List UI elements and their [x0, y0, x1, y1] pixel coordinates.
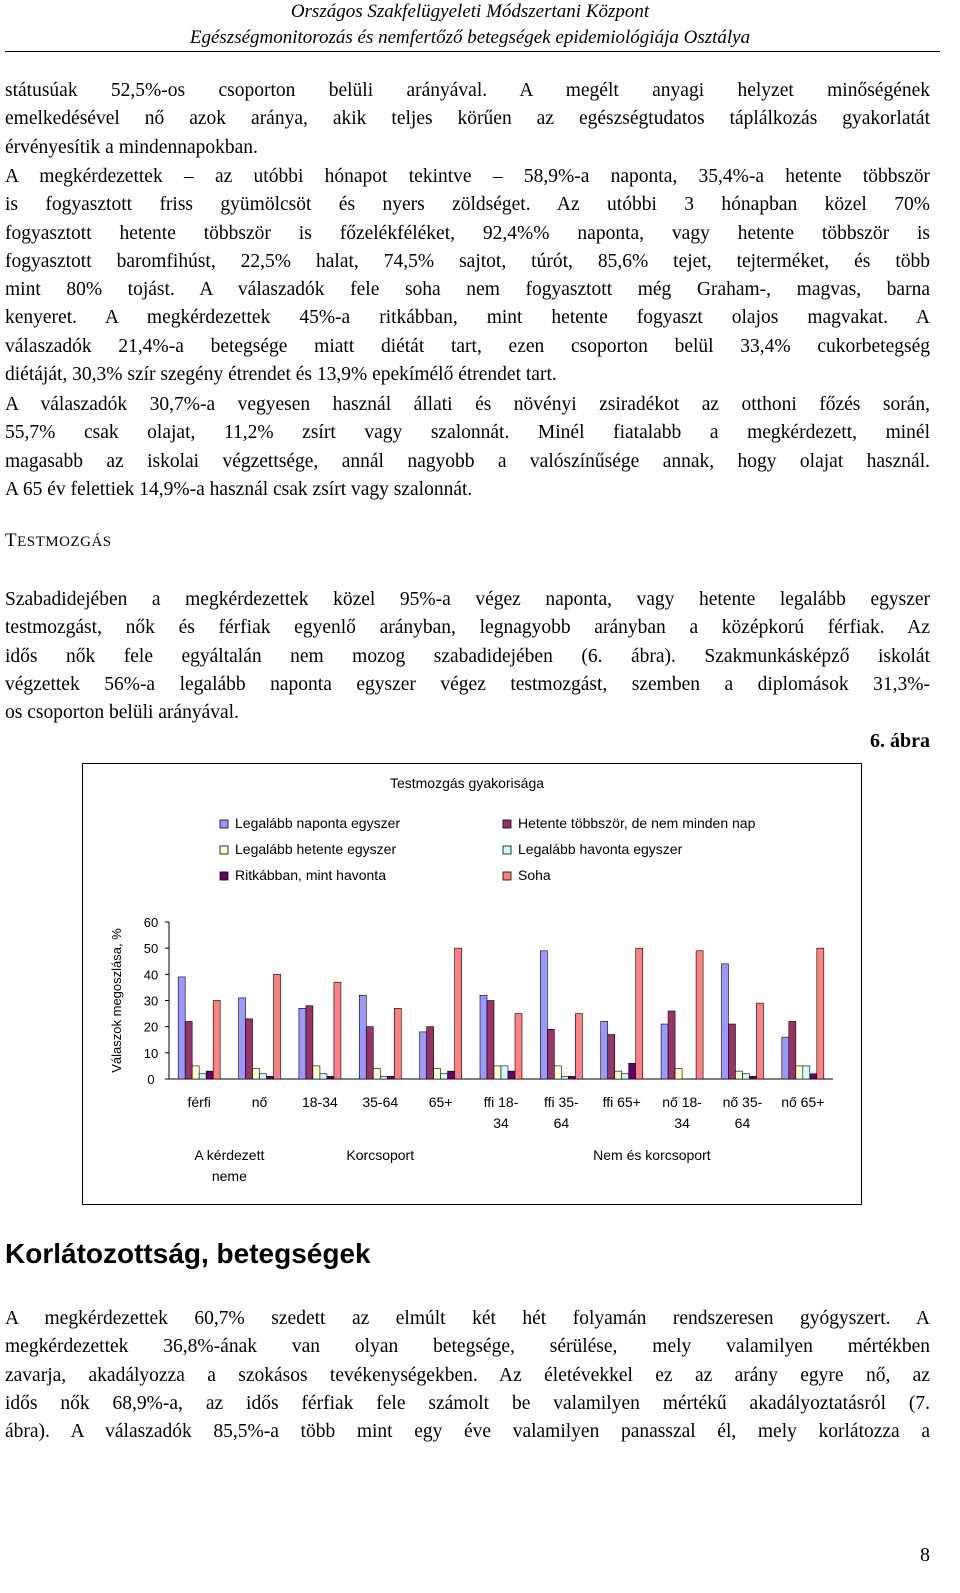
y-axis-label: Válaszok megoszlása, % — [109, 928, 124, 1073]
section-heading-korlatozottsag: Korlátozottság, betegségek — [5, 1238, 371, 1269]
legend-swatch — [503, 872, 511, 880]
bar — [629, 1063, 636, 1079]
y-tick-label: 10 — [143, 1045, 159, 1061]
bar — [601, 1021, 608, 1079]
bar — [427, 1027, 434, 1079]
bar — [675, 1069, 682, 1079]
legend-swatch — [220, 820, 228, 828]
x-tick-label: 64 — [553, 1115, 570, 1131]
text-line: ábra). A válaszadók 85,5%-a több mint egy éve valamilyen panasszal él, mely korlátozza a — [5, 1421, 930, 1443]
bar — [199, 1074, 206, 1079]
bar — [796, 1066, 803, 1079]
bar — [501, 1066, 508, 1079]
x-tick-label: 65+ — [428, 1094, 453, 1110]
legend-entry: Legalább havonta egyszer — [518, 841, 683, 857]
bar — [721, 964, 728, 1079]
bar — [420, 1032, 427, 1079]
bar — [554, 1066, 561, 1079]
header-rule — [5, 51, 940, 52]
text-line: mint 80% tojást. A válaszadók fele soha nem fogyasztott még Graham-, magvas, barna — [5, 279, 930, 301]
x-tick-label: 18-34 — [302, 1094, 338, 1110]
bar — [696, 951, 703, 1079]
bar — [608, 1035, 615, 1079]
bar — [448, 1071, 455, 1079]
paragraph-4 — [5, 586, 930, 727]
bar — [299, 1008, 306, 1079]
text-line: A megkérdezettek 60,7% szedett az elmúlt két hét folyamán rendszeresen gyógyszert. A — [5, 1308, 930, 1329]
legend-entry: Soha — [518, 867, 551, 883]
bar — [789, 1021, 796, 1079]
section-heading-testmozgas — [5, 530, 112, 552]
x-tick-label: férfi — [187, 1094, 211, 1110]
x-tick-label: ffi 35- — [543, 1094, 579, 1110]
bar — [306, 1006, 313, 1079]
legend-swatch — [220, 846, 228, 854]
paragraph-1 — [5, 77, 930, 162]
legend-swatch — [503, 846, 511, 854]
x-group-label: A kérdezett — [194, 1147, 265, 1163]
x-tick-label: nő 18- — [662, 1094, 702, 1110]
chart-frame — [82, 763, 862, 1205]
text-line: kenyeret. A megkérdezettek 45%-a ritkábban, mint hetente fogyaszt olajos magvakat. A — [5, 307, 930, 329]
bar — [394, 1008, 401, 1079]
text-line: idős nők fele egyáltalán nem mozog szabadidejében (6. ábra). Szakmunkásképző iskolát — [5, 645, 930, 667]
bar — [253, 1069, 260, 1079]
bar — [239, 998, 246, 1079]
text-line: A 65 év felettiek 14,9%-a használ csak zsírt vagy szalonnát. — [5, 478, 473, 500]
text-line: státusúak 52,5%-os csoporton belüli arányával. A megélt anyagi helyzet minőségének — [5, 80, 930, 101]
x-tick-label: nő 35- — [722, 1094, 763, 1110]
y-tick-label: 40 — [143, 967, 159, 983]
figure-label: 6. ábra — [870, 730, 930, 752]
chart-title: Testmozgás gyakorisága — [389, 775, 545, 791]
bar — [434, 1069, 441, 1079]
bar — [213, 1001, 220, 1080]
text-line: fogyasztott hetente többször is főzelékféléket, 92,4%% naponta, vagy hetente többször is — [5, 222, 930, 244]
bar — [622, 1074, 629, 1079]
bar — [366, 1027, 373, 1079]
x-tick-label: 34 — [674, 1115, 690, 1131]
bar — [508, 1071, 515, 1079]
bar — [668, 1011, 675, 1079]
bar — [313, 1066, 320, 1079]
text-line: zavarja, akadályozza a szokásos tevékenységekben. Az életévekkel ez az arány egyre nő, az — [5, 1364, 930, 1386]
header-institution: Országos Szakfelügyeleti Módszertani Központ — [290, 1, 650, 22]
bar — [206, 1071, 213, 1079]
text-line: diétáját, 30,3% szír szegény étrendet és 13,9% epekímélő étrendet tart. — [5, 364, 557, 386]
bar — [803, 1066, 810, 1079]
bar — [380, 1076, 387, 1079]
bar — [540, 951, 547, 1079]
bar — [661, 1024, 668, 1079]
text-line: magasabb az iskolai végzettsége, annál nagyobb a valószínűsége annak, hogy olajat használ. — [5, 450, 930, 472]
bar — [494, 1066, 501, 1079]
legend-entry: Hetente többször, de nem minden nap — [518, 815, 756, 831]
bar — [728, 1024, 735, 1079]
x-group-label: neme — [211, 1168, 247, 1184]
text-line: emelkedésével nő azok aránya, akik teljes körűen az egészségtudatos táplálkozás gyakorlatát — [5, 108, 930, 130]
x-tick-label: ffi 18- — [483, 1094, 519, 1110]
text-line: Szabadidejében a megkérdezettek közel 95%-a végez naponta, vagy hetente legalább egyszer — [5, 589, 930, 610]
bar — [817, 948, 824, 1079]
bar — [359, 995, 366, 1079]
bar — [547, 1029, 554, 1079]
bar — [810, 1074, 817, 1079]
x-tick-label: 34 — [493, 1115, 509, 1131]
bar — [756, 1003, 763, 1079]
bar — [561, 1076, 568, 1079]
text-line: fogyasztott baromfihúst, 22,5% halat, 74,5% sajtot, túrót, 85,6% tejet, tejterméket, és több — [5, 250, 930, 272]
y-tick-label: 60 — [143, 915, 159, 930]
bar — [575, 1014, 582, 1079]
x-tick-label: 35-64 — [362, 1094, 399, 1110]
text-line: érvényesítik a mindennapokban. — [5, 136, 258, 158]
text-line: A válaszadók 30,7%-a vegyesen használ állati és növényi zsiradékot az otthoni főzés során, — [5, 394, 930, 415]
legend-swatch — [220, 872, 228, 880]
activity-frequency-chart — [83, 764, 861, 1204]
bar — [267, 1076, 274, 1079]
heading-rest: ESTMOZGÁS — [17, 534, 112, 550]
bar — [782, 1037, 789, 1079]
x-tick-label: nő — [251, 1094, 268, 1110]
bar — [615, 1071, 622, 1079]
bar — [246, 1019, 253, 1079]
bar — [327, 1076, 334, 1079]
text-line: os csoporton belüli arányával. — [5, 702, 239, 724]
text-line: 55,7% csak olajat, 11,2% zsírt vagy szalonnát. Minél fiatalabb a megkérdezett, minél — [5, 422, 930, 444]
page-number: 8 — [920, 1544, 930, 1566]
bar — [480, 995, 487, 1079]
heading-initial: T — [5, 530, 18, 551]
bar — [192, 1066, 199, 1079]
paragraph-5 — [5, 1305, 930, 1446]
x-tick-label: ffi 65+ — [602, 1094, 641, 1110]
legend-entry: Legalább hetente egyszer — [235, 841, 397, 857]
legend-entry: Legalább naponta egyszer — [235, 815, 401, 831]
bar — [455, 948, 462, 1079]
bar — [515, 1014, 522, 1079]
x-tick-label: nő 65+ — [781, 1094, 825, 1110]
bar — [320, 1074, 327, 1079]
bar — [334, 982, 341, 1079]
legend-entry: Ritkábban, mint havonta — [235, 867, 386, 883]
y-tick-label: 30 — [143, 993, 159, 1009]
text-line: megkérdezettek 36,8%-ának van olyan betegsége, sérülése, mely valamilyen mértékben — [5, 1336, 930, 1358]
y-tick-label: 20 — [143, 1019, 159, 1035]
text-line: idős nők 68,9%-a, az idős férfiak fele számolt be valamilyen mértékű akadályoztatásról (7. — [5, 1392, 930, 1414]
bar — [274, 974, 281, 1079]
bar — [735, 1071, 742, 1079]
bar — [487, 1001, 494, 1080]
bar — [178, 977, 185, 1079]
paragraph-2 — [5, 163, 930, 389]
bar — [568, 1076, 575, 1079]
x-group-label: Korcsoport — [346, 1147, 415, 1163]
bar — [185, 1021, 192, 1079]
bar — [373, 1069, 380, 1079]
text-line: végzettek 56%-a legalább naponta egyszer végez testmozgást, szemben a diplomások 31,3%- — [5, 673, 930, 695]
text-line: is fogyasztott friss gyümölcsöt és nyers zöldséget. Az utóbbi 3 hónapban közel 70% — [5, 194, 930, 216]
paragraph-3 — [5, 391, 930, 504]
y-tick-label: 50 — [143, 941, 159, 957]
header-department: Egészségmonitorozás és nemfertőző betegségek epidemiológiája Osztálya — [189, 27, 751, 48]
bar — [387, 1076, 394, 1079]
bar — [749, 1076, 756, 1079]
x-tick-label: 64 — [734, 1115, 751, 1131]
bar — [742, 1074, 749, 1079]
text-line: A megkérdezettek – az utóbbi hónapot tekintve – 58,9%-a naponta, 35,4%-a hetente többször — [5, 166, 930, 187]
bar — [441, 1074, 448, 1079]
bar — [636, 948, 643, 1079]
text-line: válaszadók 21,4%-a betegsége miatt diétát tart, ezen csoporton belül 33,4% cukorbetegség — [5, 335, 930, 357]
bar — [260, 1074, 267, 1079]
legend-swatch — [503, 820, 511, 828]
text-line: testmozgást, nők és férfiak egyenlő arányban, legnagyobb arányban a középkorú férfiak. Az — [5, 617, 930, 639]
y-tick-label: 0 — [147, 1072, 155, 1087]
x-group-label: Nem és korcsoport — [593, 1147, 711, 1163]
